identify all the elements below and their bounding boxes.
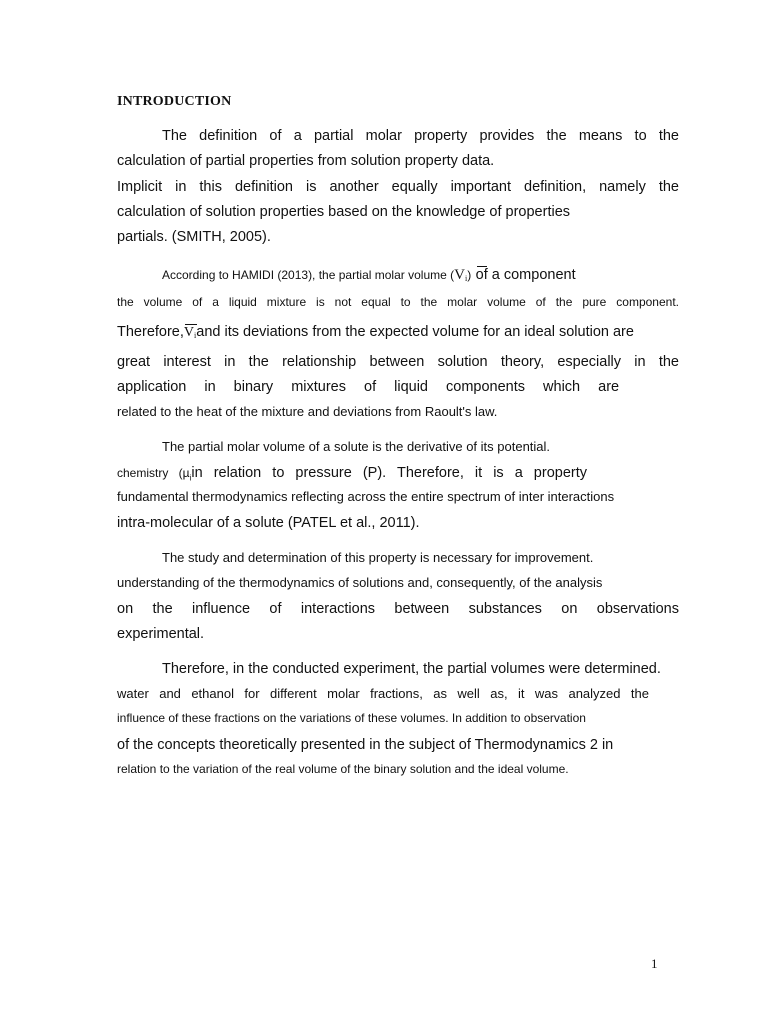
text-line: on the influence of interactions between substances on observations (117, 601, 679, 617)
text-line: partials. (SMITH, 2005). (117, 229, 271, 245)
partial-molar-volume-symbol: $V_i$ (454, 267, 468, 283)
text-line (117, 464, 587, 482)
text-line (162, 266, 679, 284)
text-line: relation to the variation of the real volume of the binary solution and the ideal volume. (117, 762, 569, 776)
text-line: calculation of solution properties based on the knowledge of properties (117, 204, 571, 220)
text-line: great interest in the relationship between solution theory, especially in the (117, 354, 679, 370)
text-line: understanding of the thermodynamics of solutions and, consequently, of the analysis (117, 575, 603, 590)
text-line: water and ethanol for different molar fractions, as well as, it was analyzed the (117, 686, 649, 701)
text-span: chemistry (µ$_i$ (117, 466, 192, 483)
text-line: influence of these fractions on the variations of these volumes. In addition to observation (117, 711, 586, 725)
text-line: Therefore, in the conducted experiment, the partial volumes were determined. (162, 661, 661, 677)
section-heading: INTRODUCTION (117, 94, 232, 109)
text-line: The definition of a partial molar property provides the means to the (162, 128, 679, 144)
text-line: The partial molar volume of a solute is the derivative of its potential. (162, 439, 551, 454)
text-span: of a component (475, 267, 576, 283)
page-number: 1 (651, 956, 658, 971)
partial-molar-volume-symbol: $V_i$ (183, 325, 197, 340)
text-span: ) (467, 268, 472, 282)
text-span: in relation to pressure (P). Therefore, it is a property (191, 465, 587, 481)
text-line (117, 324, 679, 341)
text-span: According to HAMIDI (2013), the partial molar volume ( (162, 268, 455, 282)
text-line: calculation of partial properties from solution property data. (117, 153, 495, 169)
text-line: Implicit in this definition is another equally important definition, namely the (117, 179, 679, 195)
text-line: related to the heat of the mixture and deviations from Raoult's law. (117, 404, 498, 419)
text-line: application in binary mixtures of liquid components which are (117, 379, 620, 395)
text-line: intra-molecular of a solute (PATEL et al., 2011). (117, 515, 420, 531)
text-line: fundamental thermodynamics reflecting across the entire spectrum of inter interactions (117, 489, 615, 504)
text-span: Therefore, (117, 324, 184, 340)
text-line: of the concepts theoretically presented in the subject of Thermodynamics 2 in (117, 737, 614, 753)
text-line: experimental. (117, 626, 205, 642)
text-span: and its deviations from the expected volume for an ideal solution are (196, 324, 634, 340)
text-line: the volume of a liquid mixture is not equal to the molar volume of the pure component. (117, 295, 679, 309)
text-line: The study and determination of this property is necessary for improvement. (162, 550, 594, 565)
